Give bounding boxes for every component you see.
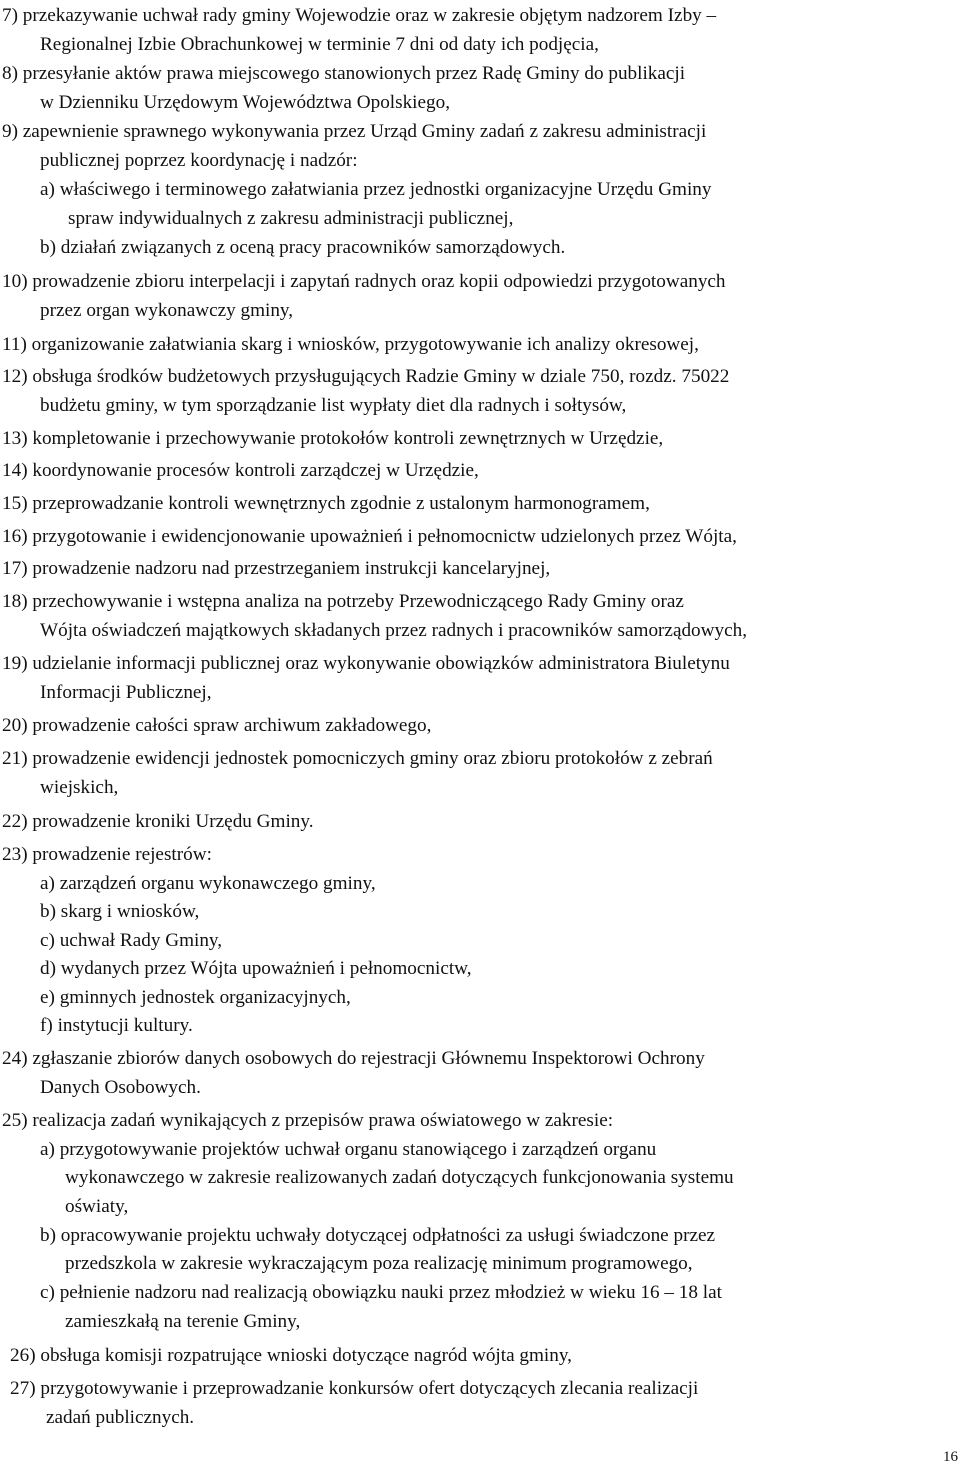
text-line: spraw indywidualnych z zakresu administracji publicznej, [68,208,514,229]
text-line: a) przygotowywanie projektów uchwał organu stanowiącego i zarządzeń organu [40,1139,657,1160]
text-line: Informacji Publicznej, [40,682,212,703]
text-line: 7) przekazywanie uchwał rady gminy Wojewodzie oraz w zakresie objętym nadzorem Izby – [2,5,717,26]
text-line: 27) przygotowywanie i przeprowadzanie konkursów ofert dotyczących zlecania realizacji [10,1378,699,1399]
text-line: b) działań związanych z oceną pracy pracowników samorządowych. [40,237,566,258]
text-line: 15) przeprowadzanie kontroli wewnętrznych zgodnie z ustalonym harmonogramem, [2,493,650,514]
text-line: a) zarządzeń organu wykonawczego gminy, [40,873,376,894]
text-line: c) pełnienie nadzoru nad realizacją obowiązku nauki przez młodzież w wieku 16 – 18 lat [40,1282,722,1303]
text-line: Danych Osobowych. [40,1077,201,1098]
text-line: 20) prowadzenie całości spraw archiwum zakładowego, [2,715,432,736]
text-line: 11) organizowanie załatwiania skarg i wniosków, przygotowywanie ich analizy okresowej, [2,334,699,355]
text-line: 13) kompletowanie i przechowywanie protokołów kontroli zewnętrznych w Urzędzie, [2,428,664,449]
text-line: 21) prowadzenie ewidencji jednostek pomocniczych gminy oraz zbioru protokołów z zebrań [2,748,713,769]
text-line: 16) przygotowanie i ewidencjonowanie upoważnień i pełnomocnictw udzielonych przez Wójta, [2,526,737,547]
text-line: 18) przechowywanie i wstępna analiza na potrzeby Przewodniczącego Rady Gminy oraz [2,591,684,612]
text-line: 17) prowadzenie nadzoru nad przestrzeganiem instrukcji kancelaryjnej, [2,558,551,579]
text-line: 23) prowadzenie rejestrów: [2,844,212,865]
text-line: budżetu gminy, w tym sporządzanie list wypłaty diet dla radnych i sołtysów, [40,395,627,416]
text-line: Wójta oświadczeń majątkowych składanych przez radnych i pracowników samorządowych, [40,620,748,641]
text-line: publicznej poprzez koordynację i nadzór: [40,150,358,171]
page-number: 16 [943,1449,958,1465]
text-line: wykonawczego w zakresie realizowanych zadań dotyczących funkcjonowania systemu [65,1167,734,1188]
text-line: 26) obsługa komisji rozpatrujące wnioski dotyczące nagród wójta gminy, [10,1345,572,1366]
text-line: 9) zapewnienie sprawnego wykonywania przez Urząd Gminy zadań z zakresu administracji [2,121,707,142]
text-line: zamieszkałą na terenie Gminy, [65,1311,301,1332]
text-line: 12) obsługa środków budżetowych przysługujących Radzie Gminy w dziale 750, rozdz. 75022 [2,366,730,387]
text-line: b) skarg i wniosków, [40,901,200,922]
text-line: d) wydanych przez Wójta upoważnień i pełnomocnictw, [40,958,472,979]
text-line: 19) udzielanie informacji publicznej oraz wykonywanie obowiązków administratora Biuletynu [2,653,730,674]
text-line: 24) zgłaszanie zbiorów danych osobowych do rejestracji Głównemu Inspektorowi Ochrony [2,1048,705,1069]
text-line: przez organ wykonawczy gminy, [40,300,294,321]
text-line: e) gminnych jednostek organizacyjnych, [40,987,351,1008]
text-line: 22) prowadzenie kroniki Urzędu Gminy. [2,811,314,832]
text-line: wiejskich, [40,777,119,798]
text-line: 8) przesyłanie aktów prawa miejscowego stanowionych przez Radę Gminy do publikacji [2,63,686,84]
text-line: f) instytucji kultury. [40,1015,193,1036]
text-line: 14) koordynowanie procesów kontroli zarządczej w Urzędzie, [2,460,479,481]
text-line: w Dzienniku Urzędowym Województwa Opolskiego, [40,92,451,113]
text-line: c) uchwał Rady Gminy, [40,930,223,951]
text-line: przedszkola w zakresie wykraczającym poza realizację minimum programowego, [65,1253,693,1274]
text-line: oświaty, [65,1196,129,1217]
text-line: a) właściwego i terminowego załatwiania przez jednostki organizacyjne Urzędu Gminy [40,179,712,200]
text-line: zadań publicznych. [46,1407,195,1428]
text-line: 10) prowadzenie zbioru interpelacji i zapytań radnych oraz kopii odpowiedzi przygotowanych [2,271,726,292]
text-line: 25) realizacja zadań wynikających z przepisów prawa oświatowego w zakresie: [2,1110,614,1131]
text-line: Regionalnej Izbie Obrachunkowej w terminie 7 dni od daty ich podjęcia, [40,34,599,55]
text-line: b) opracowywanie projektu uchwały dotyczącej odpłatności za usługi świadczone przez [40,1225,716,1246]
